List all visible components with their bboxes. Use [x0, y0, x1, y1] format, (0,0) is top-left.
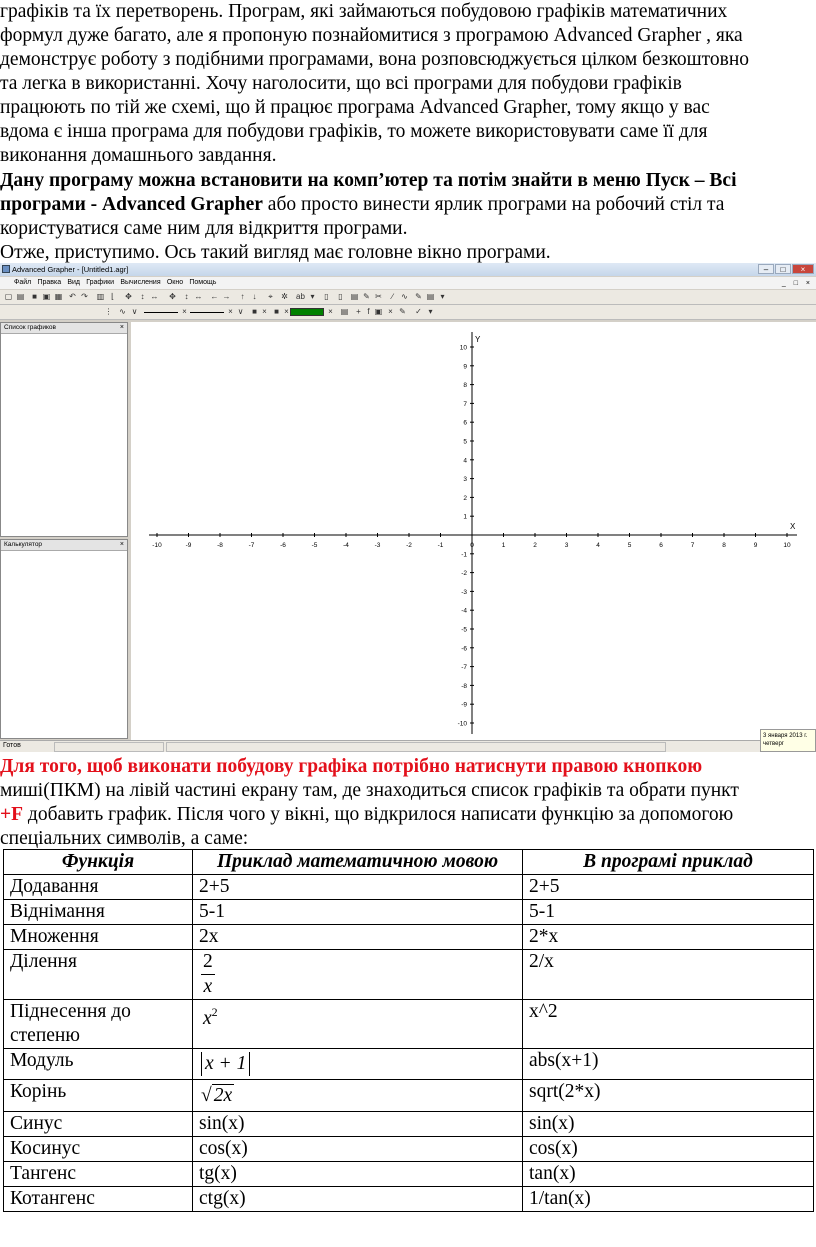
x-tick-label: -9 [185, 542, 192, 549]
y-tick-label: -6 [461, 645, 467, 653]
y-tick-label: 4 [463, 457, 467, 465]
graph-list-title: Список графиков [4, 324, 56, 331]
table-row [4, 925, 814, 950]
math-cell: 5-1 [193, 900, 523, 925]
instruction-red: Для того, щоб виконати побудову графіка потрібно натиснути правою кнопкою [0, 756, 703, 777]
calculator-panel[interactable] [0, 539, 128, 739]
prog-cell: 5-1 [523, 900, 814, 925]
undo-icon[interactable]: ↶ [69, 292, 76, 301]
table-row [4, 875, 814, 900]
intro-line: вдома є інша програма для побудови графіків, то можете використовувати саме її для [0, 121, 708, 142]
x-axis-label: X [790, 522, 796, 531]
f-icon[interactable]: f [367, 307, 370, 316]
y-tick-label: -3 [461, 588, 467, 596]
intro-line: та легка в використанні. Хочу наголосити, що всі програми для побудови графіків [0, 73, 682, 94]
open-folder-icon[interactable]: ▤ [16, 292, 25, 301]
y-tick-label: -7 [461, 664, 467, 672]
install-line-1: Дану програму можна встановити на комп’ютер та потім знайти в меню Пуск – Всі [0, 170, 737, 191]
weekday-text: четверг [763, 741, 784, 747]
save-icon[interactable]: ■ [32, 292, 37, 301]
x-tick-label: -5 [311, 542, 318, 549]
x-tick-label: 7 [690, 542, 695, 549]
menu-calculations[interactable]: Вычисления [120, 279, 161, 286]
menu-window[interactable]: Окно [166, 279, 184, 286]
intro-line: формул дуже багато, але я пропоную познайомитися з програмою Advanced Grapher , яка [0, 25, 743, 46]
op-cell: Ділення [4, 950, 193, 1000]
dropdown-icon[interactable]: ▾ [428, 307, 433, 316]
math-cell [193, 1049, 523, 1080]
y-tick-label: -10 [457, 720, 467, 728]
menu-help[interactable]: Помощь [189, 279, 217, 286]
prog-cell: abs(x+1) [523, 1049, 814, 1080]
table-icon[interactable]: ▤ [426, 292, 435, 301]
pen-icon[interactable]: ✎ [399, 307, 406, 316]
install-line-3: користуватися саме ним для відкриття програми. [0, 218, 408, 239]
op-cell: Синус [4, 1112, 193, 1137]
prog-cell: tan(x) [523, 1162, 814, 1187]
menu-file[interactable]: Файл [14, 279, 32, 286]
y-tick-label: 3 [463, 476, 467, 484]
x-tick-label: 6 [659, 542, 663, 549]
x-tick-label: 3 [564, 542, 569, 549]
install-rest-text: або просто винести ярлик програми на робочий стіл та [262, 194, 725, 215]
shrink-vertical-icon[interactable]: ↕ [184, 292, 189, 301]
op-cell: Модуль [4, 1049, 193, 1080]
table-row [4, 1162, 814, 1187]
close-icon[interactable]: × [228, 307, 233, 316]
prog-cell: x^2 [523, 1000, 814, 1049]
intro-line: графіків та їх перетворень. Програм, які займаються побудовою графіків математичних [0, 1, 728, 22]
x-tick-label: 2 [533, 542, 537, 549]
table-row [4, 900, 814, 925]
menu-edit[interactable]: Правка [37, 279, 62, 286]
label-icon[interactable]: ab [296, 292, 305, 301]
x-tick-label: -4 [343, 542, 349, 549]
status-cell [54, 742, 164, 752]
dropdown-icon[interactable]: ▾ [310, 292, 315, 301]
preview-icon[interactable]: ▣ [42, 292, 51, 301]
x-tick-label: 4 [596, 542, 600, 549]
window-icon[interactable]: ▤ [350, 292, 359, 301]
toolbar-grip-icon: ⋮ [104, 307, 113, 316]
functions-table [3, 849, 814, 1212]
chevron-down-icon[interactable]: ∨ [131, 307, 138, 316]
axes-icon[interactable]: ⌊ [110, 292, 115, 301]
scroll-down-icon[interactable]: ↓ [252, 292, 257, 301]
close-icon[interactable]: × [388, 307, 393, 316]
op-cell: Косинус [4, 1137, 193, 1162]
erase-icon[interactable]: ✎ [363, 292, 370, 301]
color-square-icon[interactable]: ■ [252, 307, 257, 316]
prog-cell: sqrt(2*x) [523, 1080, 814, 1112]
header-program: В програмі приклад [523, 850, 814, 875]
x-tick-label: -1 [437, 542, 444, 549]
x-tick-label: 0 [470, 542, 474, 549]
op-cell: Піднесення до степеню [4, 1000, 193, 1049]
sqrt-sign-icon: √ [201, 1085, 212, 1106]
intro-line: демонструє роботу з подібними програмами, вона розповсюджується цілком безкоштовно [0, 49, 750, 70]
instruction-line-3-rest: добавить график. Після чого у вікні, що відкрилося написати функцію за допомогою [23, 804, 734, 825]
shrink-horizontal-icon[interactable]: ↔ [194, 292, 203, 301]
snowflake-icon[interactable]: ✲ [281, 292, 288, 301]
x-tick-label: 5 [627, 542, 632, 549]
y-tick-label: 1 [463, 513, 467, 521]
prog-cell: 2/x [523, 950, 814, 1000]
math-cell: sin(x) [193, 1112, 523, 1137]
scroll-up-icon[interactable]: ↑ [240, 292, 245, 301]
instruction-line-3 [0, 803, 812, 827]
add-graph-icon[interactable]: + [356, 307, 361, 316]
fraction [201, 950, 215, 999]
crosshair-icon[interactable]: ⌖ [268, 292, 273, 301]
line-width-sample[interactable] [190, 312, 224, 313]
fraction-numerator: 2 [201, 950, 215, 975]
table-icon[interactable]: ▤ [340, 307, 349, 316]
y-tick-label: 10 [459, 344, 467, 352]
app-title: Advanced Grapher - [Untitled1.agr] [12, 265, 129, 274]
prog-cell: 1/tan(x) [523, 1187, 814, 1212]
prog-cell: 2*x [523, 925, 814, 950]
y-tick-label: -9 [461, 701, 467, 709]
table-row [4, 1000, 814, 1049]
graph-list-panel[interactable] [0, 322, 128, 537]
status-bar [0, 740, 816, 752]
header-math: Приклад математичною мовою [193, 850, 523, 875]
table-header-row [4, 850, 814, 875]
x-tick-label: -8 [217, 542, 223, 549]
op-cell: Множення [4, 925, 193, 950]
zoom-icon[interactable]: ✥ [169, 292, 176, 301]
power-base: x [203, 1007, 212, 1029]
cut-icon[interactable]: ✂ [375, 292, 382, 301]
dropdown-icon[interactable]: ▾ [440, 292, 445, 301]
x-tick-label: -2 [406, 542, 412, 549]
graph-list-close-icon[interactable]: × [119, 324, 124, 331]
status-cell [166, 742, 666, 752]
x-tick-label: -6 [280, 542, 286, 549]
x-tick-label: -7 [248, 542, 255, 549]
math-cell: 2+5 [193, 875, 523, 900]
toolbar-style [0, 305, 816, 320]
check-icon[interactable]: ✓ [415, 307, 422, 316]
maximize-icon[interactable]: □ [775, 264, 791, 274]
math-cell: 2x [193, 925, 523, 950]
header-function: Функція [4, 850, 193, 875]
op-cell: Додавання [4, 875, 193, 900]
install-line-2 [0, 193, 812, 217]
page-icon[interactable]: ▯ [338, 292, 343, 301]
op-cell: Котангенс [4, 1187, 193, 1212]
menu-graphs[interactable]: Графики [86, 279, 115, 286]
x-tick-label: 9 [753, 542, 758, 549]
y-axis-label: Y [475, 335, 481, 344]
table-row [4, 950, 814, 1000]
window-icon[interactable]: ▣ [374, 307, 383, 316]
table-row [4, 1112, 814, 1137]
line-style-sample[interactable] [144, 312, 178, 313]
prog-cell: cos(x) [523, 1137, 814, 1162]
square-root [201, 1084, 234, 1108]
calculator-title: Калькулятор [4, 541, 43, 548]
table-row [4, 1137, 814, 1162]
wave-icon[interactable]: ∿ [401, 292, 408, 301]
y-tick-label: 2 [463, 494, 467, 502]
calculator-close-icon[interactable]: × [119, 541, 124, 548]
x-tick-label: 1 [501, 542, 506, 549]
plus-f-text: +F [0, 804, 24, 825]
app-menubar [0, 277, 816, 289]
scroll-left-icon[interactable]: ← [210, 292, 219, 301]
stretch-horizontal-icon[interactable]: ↔ [150, 292, 159, 301]
install-bold-text: програми - Advanced Grapher [0, 194, 263, 215]
table-row [4, 1187, 814, 1212]
y-tick-label: 6 [463, 419, 467, 427]
date-text: 3 января 2013 г. [763, 733, 808, 739]
mdi-controls[interactable]: _ □ × [781, 280, 813, 287]
chevron-down-icon[interactable]: ∨ [237, 307, 244, 316]
op-cell: Віднімання [4, 900, 193, 925]
y-tick-label: -2 [461, 570, 467, 578]
new-file-icon[interactable]: ▢ [4, 292, 13, 301]
math-cell: cos(x) [193, 1137, 523, 1162]
y-tick-label: -4 [461, 607, 467, 615]
y-tick-label: 7 [463, 400, 467, 408]
close-icon[interactable]: × [182, 307, 187, 316]
close-icon[interactable]: × [262, 307, 267, 316]
close-icon[interactable]: × [328, 307, 333, 316]
x-tick-label: 8 [722, 542, 726, 549]
op-cell: Корінь [4, 1080, 193, 1112]
instruction-line-4: спеціальних символів, а саме: [0, 828, 249, 849]
stretch-vertical-icon[interactable]: ↕ [140, 292, 145, 301]
table-row [4, 1080, 814, 1112]
edit-icon[interactable]: ✎ [415, 292, 422, 301]
math-cell [193, 950, 523, 1000]
wave-icon[interactable]: ∿ [119, 307, 126, 316]
main-window-line: Отже, приступимо. Ось такий вигляд має головне вікно програми. [0, 242, 551, 263]
y-tick-label: -5 [461, 626, 467, 634]
app-icon [2, 265, 10, 273]
curve-icon[interactable]: ∕ [391, 292, 394, 301]
absolute-value: x + 1 [201, 1052, 250, 1076]
app-screenshot [0, 263, 816, 752]
power-exponent: 2 [211, 1005, 218, 1019]
x-tick-label: -10 [152, 542, 162, 549]
intro-line: працюють по тій же схемі, що й працює програма Advanced Grapher, тому якщо у вас [0, 97, 710, 118]
graph-color-swatch[interactable] [290, 308, 324, 316]
fill-square-icon[interactable]: ■ [274, 307, 279, 316]
scroll-right-icon[interactable]: → [222, 292, 231, 301]
intro-line: виконання домашнього завдання. [0, 145, 277, 166]
date-tooltip [760, 729, 816, 752]
grid-icon[interactable]: ▥ [96, 292, 105, 301]
app-titlebar [0, 263, 816, 276]
op-cell: Тангенс [4, 1162, 193, 1187]
math-cell: ctg(x) [193, 1187, 523, 1212]
close-icon[interactable]: × [792, 264, 814, 274]
minimize-icon[interactable]: – [758, 264, 774, 274]
math-cell [193, 1000, 523, 1049]
y-tick-label: -1 [461, 551, 467, 559]
y-tick-label: 9 [463, 363, 467, 371]
y-tick-label: -8 [461, 682, 467, 690]
fraction-denominator: x [203, 976, 213, 997]
move-icon[interactable]: ✥ [125, 292, 132, 301]
document-icon[interactable]: ▯ [324, 292, 329, 301]
instruction-line-2: миші(ПКМ) на лівій частині екрану там, де знаходиться список графіків та обрати пункт [0, 780, 739, 801]
redo-icon[interactable]: ↷ [81, 292, 88, 301]
sqrt-radicand: 2x [213, 1085, 233, 1106]
x-tick-label: -3 [374, 542, 381, 549]
y-tick-label: 5 [463, 438, 467, 446]
prog-cell: 2+5 [523, 875, 814, 900]
math-cell [193, 1080, 523, 1112]
prog-cell: sin(x) [523, 1112, 814, 1137]
x-tick-label: 10 [783, 542, 791, 549]
graph-plot-area[interactable] [131, 322, 816, 740]
toolbar-main [0, 290, 816, 305]
status-text: Готов [3, 742, 21, 749]
menu-view[interactable]: Вид [67, 279, 81, 286]
y-tick-label: 8 [463, 382, 467, 390]
close-icon[interactable]: × [284, 307, 289, 316]
print-icon[interactable]: ▦ [54, 292, 63, 301]
math-cell: tg(x) [193, 1162, 523, 1187]
table-row [4, 1049, 814, 1080]
